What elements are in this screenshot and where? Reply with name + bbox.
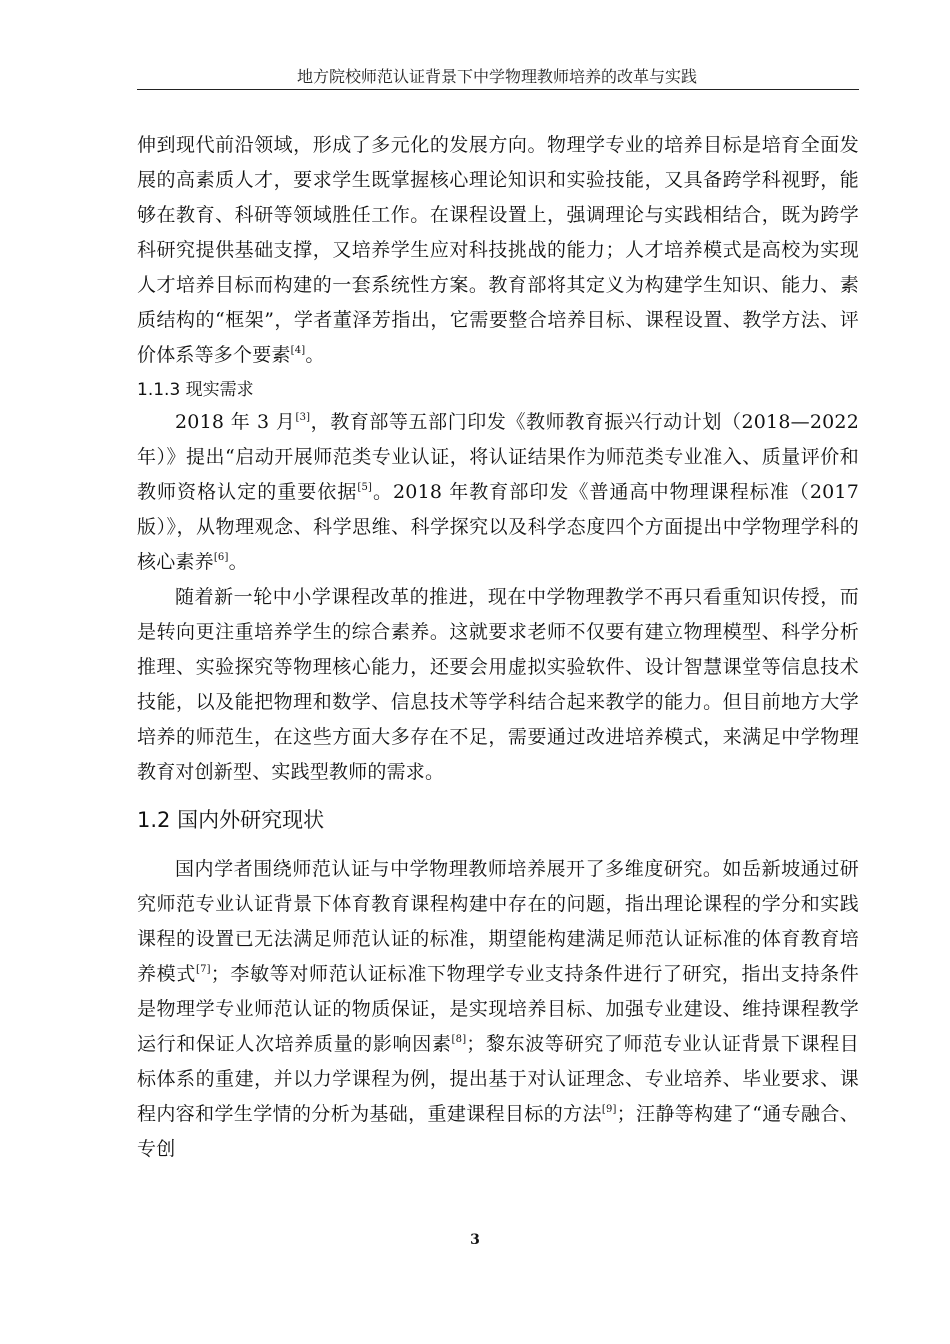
- paragraph-text: 。: [228, 551, 248, 573]
- paragraph-text: ，教育部等五部门印发《教师教育振兴行动计划（2018—2022 年）》提出“启动开展师范类专业认证，将认证结果作为师范类专业准入、质量评价和教师资格认定的重要依据: [137, 411, 859, 503]
- paragraph-3: 随着新一轮中小学课程改革的推进，现在中学物理教学不再只看重知识传授，而是转向更注重培养学生的综合素养。这就要求老师不仅要有建立物理模型、科学分析推理、实验探究等物理核心能力，还要会用虚拟实验软件、设计智慧课堂等信息技术技能，以及能把物理和数学、信息技术等学科结合起来教学的能力。但目前地方大学培养的师范生，在这些方面大多存在不足，需要通过改进培养模式，来满足中学物理教育对创新型、实践型教师的需求。: [137, 586, 859, 783]
- citation: [7]: [195, 964, 211, 975]
- citation: [8]: [451, 1034, 467, 1045]
- paragraph-text: 。2018 年教育部印发《普通高中物理课程标准（2017 版）》，从物理观念、科学思维、科学探究以及科学态度四个方面提出中学物理学科的核心素养: [137, 481, 859, 573]
- page-body: [137, 128, 859, 1167]
- paragraph-text: 2018 年 3 月: [175, 411, 296, 433]
- header-rule: [137, 89, 859, 90]
- paragraph-text: 伸到现代前沿领域，形成了多元化的发展方向。物理学专业的培养目标是培育全面发展的高素质人才，要求学生既掌握核心理论知识和实验技能，又具备跨学科视野，能够在教育、科研等领域胜任工作。在课程设置上，强调理论与实践相结合，既为跨学科研究提供基础支撑，又培养学生应对科技挑战的能力；人才培养模式是高校为实现人才培养目标而构建的一套系统性方案。教育部将其定义为构建学生知识、能力、素质结构的“框架”，学者董泽芳指出，它需要整合培养目标、课程设置、教学方法、评价体系等多个要素: [137, 134, 859, 366]
- citation: [5]: [357, 482, 373, 493]
- section-heading-1-1-3: 1.1.3 现实需求: [137, 380, 254, 400]
- paragraph-text: ；李敏等对师范认证标准下物理学专业支持条件进行了研究，指出支持条件是物理学专业师范认证的物质保证，是实现培养目标、加强专业建设、维持课程教学运行和保证人次培养质量的影响因素: [137, 963, 859, 1055]
- paragraph-text: 国内学者围绕师范认证与中学物理教师培养展开了多维度研究。如岳新坡通过研究师范专业认证背景下体育教育课程构建中存在的问题，指出理论课程的学分和实践课程的设置已无法满足师范认证的标准，期望能构建满足师范认证标准的体育教育培养模式: [137, 858, 859, 985]
- paragraph-text: ；汪静等构建了“通专融合、专创: [137, 1103, 859, 1160]
- page-number: 3: [470, 1232, 480, 1248]
- paragraph-2: [137, 405, 859, 580]
- running-header: 地方院校师范认证背景下中学物理教师培养的改革与实践: [296, 67, 697, 86]
- citation: [4]: [290, 345, 306, 356]
- citation: [3]: [295, 412, 311, 423]
- paragraph-4: [137, 852, 859, 1167]
- section-heading-1-2: 1.2 国内外研究现状: [137, 808, 325, 832]
- paragraph-1: [137, 128, 859, 373]
- paragraph-text: ；黎东波等研究了师范专业认证背景下课程目标体系的重建，并以力学课程为例，提出基于对认证理念、专业培养、毕业要求、课程内容和学生学情的分析为基础，重建课程目标的方法: [137, 1033, 859, 1125]
- paragraph-text: 。: [305, 344, 325, 366]
- citation: [6]: [213, 552, 229, 563]
- citation: [9]: [601, 1104, 617, 1115]
